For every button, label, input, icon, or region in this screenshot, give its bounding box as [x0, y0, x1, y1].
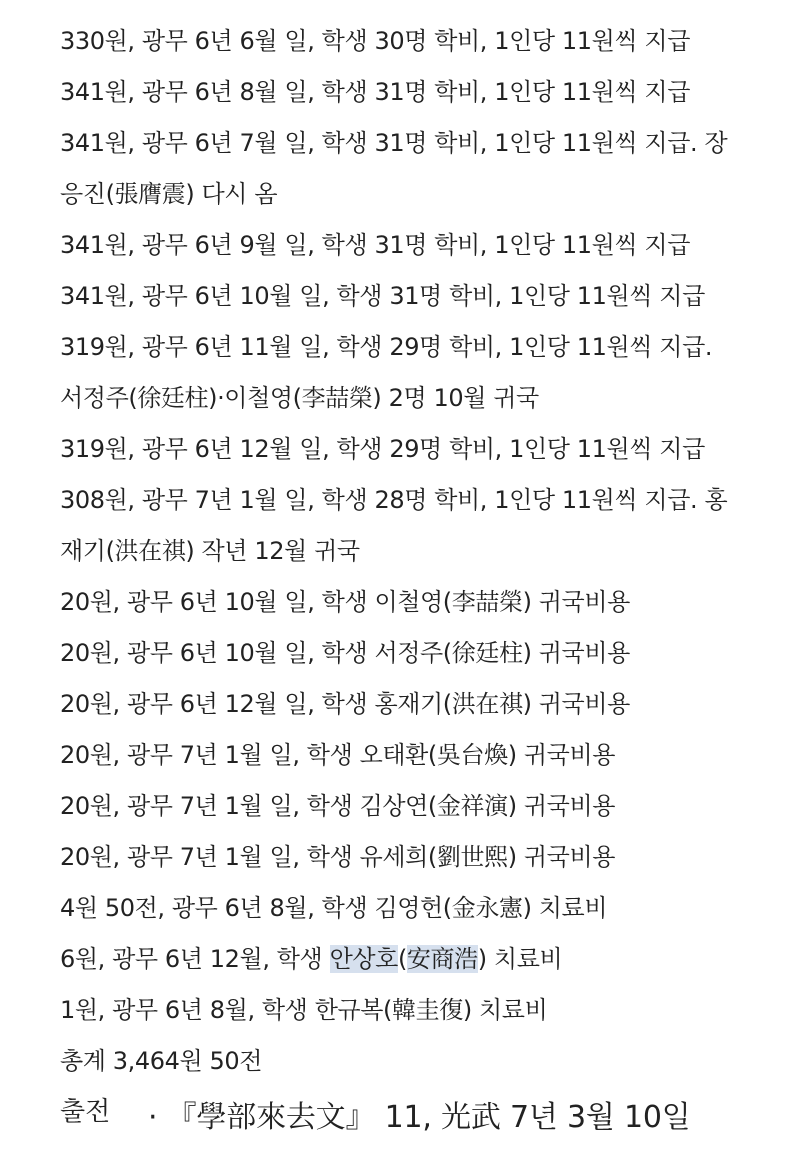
- text-selection[interactable]: 안상호: [329, 945, 398, 973]
- source-label: 출전: [60, 1097, 111, 1127]
- text-line: 응진(張膺震) 다시 옴: [60, 180, 278, 208]
- text-line: 341원, 광무 6년 10월 일, 학생 31명 학비, 1인당 11원씩 지급: [60, 282, 705, 310]
- text-line: 330원, 광무 6년 6월 일, 학생 30명 학비, 1인당 11원씩 지급: [60, 27, 690, 55]
- line-suffix: ) 치료비: [477, 945, 563, 973]
- total-line: 총계 3,464원 50전: [60, 1047, 263, 1075]
- text-line: 341원, 광무 6년 7월 일, 학생 31명 학비, 1인당 11원씩 지급. 장: [60, 129, 728, 157]
- text-line: 20원, 광무 6년 10월 일, 학생 이철영(李喆榮) 귀국비용: [60, 588, 630, 616]
- text-line: 341원, 광무 6년 8월 일, 학생 31명 학비, 1인당 11원씩 지급: [60, 78, 690, 106]
- text-line: 20원, 광무 7년 1월 일, 학생 오태환(吳台煥) 귀국비용: [60, 741, 616, 769]
- text-selection[interactable]: 安商浩: [406, 945, 478, 973]
- line-prefix: 6원, 광무 6년 12월, 학생: [60, 945, 330, 973]
- text-line: 20원, 광무 7년 1월 일, 학생 유세희(劉世熙) 귀국비용: [60, 843, 616, 871]
- text-line: 1원, 광무 6년 8월, 학생 한규복(韓圭復) 치료비: [60, 996, 548, 1024]
- text-line: 20원, 광무 6년 10월 일, 학생 서정주(徐廷柱) 귀국비용: [60, 639, 630, 667]
- text-line: 308원, 광무 7년 1월 일, 학생 28명 학비, 1인당 11원씩 지급. 홍: [60, 486, 728, 514]
- text-line: 재기(洪在祺) 작년 12월 귀국: [60, 537, 360, 565]
- source-citation: [60, 1092, 795, 1152]
- text-line: 20원, 광무 6년 12월 일, 학생 홍재기(洪在祺) 귀국비용: [60, 690, 630, 718]
- text-line: 319원, 광무 6년 12월 일, 학생 29명 학비, 1인당 11원씩 지급: [60, 435, 705, 463]
- text-line: 서정주(徐廷柱)·이철영(李喆榮) 2명 10월 귀국: [60, 384, 539, 412]
- text-line: 4원 50전, 광무 6년 8월, 학생 김영헌(金永憲) 치료비: [60, 894, 608, 922]
- document-body: [60, 16, 795, 1087]
- text-line: 319원, 광무 6년 11월 일, 학생 29명 학비, 1인당 11원씩 지급.: [60, 333, 713, 361]
- text-line: 20원, 광무 7년 1월 일, 학생 김상연(金祥演) 귀국비용: [60, 792, 616, 820]
- text-line: 341원, 광무 6년 9월 일, 학생 31명 학비, 1인당 11원씩 지급: [60, 231, 690, 259]
- source-text: · 『學部來去文』 11, 光武 7년 3월 10일: [148, 1100, 691, 1135]
- highlighted-text-line[interactable]: [60, 934, 795, 985]
- line-middle: (: [397, 945, 407, 973]
